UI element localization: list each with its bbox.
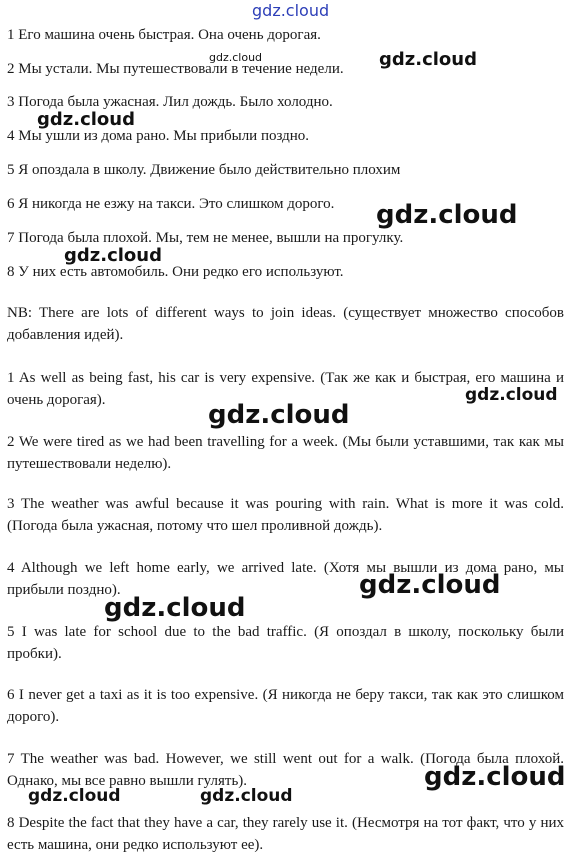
watermark: gdz.cloud [64, 245, 162, 266]
watermark: gdz.cloud [28, 786, 121, 806]
sentence-ru: 1 Его машина очень быстрая. Она очень дорогая. [7, 27, 321, 43]
nb-note: NB: There are lots of different ways to join ideas. (существует множество способов добавления идей). [7, 305, 564, 343]
sentence-ru: 7 Погода была плохой. Мы, тем не менее, вышли на прогулку. [7, 230, 404, 246]
sentence-ru: 6 Я никогда не езжу на такси. Это слишком дорого. [7, 196, 335, 212]
answer-item: 4 Although we left home early, we arrived late. (Хотя мы вышли из дома рано, мы прибыли поздно). [7, 560, 564, 598]
sentence-ru: 8 У них есть автомобиль. Они редко его используют. [7, 264, 344, 280]
watermark: gdz.cloud [376, 200, 518, 230]
sentence-ru: 4 Мы ушли из дома рано. Мы прибыли поздно. [7, 128, 310, 144]
watermark: gdz.cloud [208, 400, 350, 430]
answer-item: 7 The weather was bad. However, we still went out for a walk. (Погода была плохой. Однако, мы все равно вышли гулять). [7, 751, 564, 789]
sentence-ru: 3 Погода была ужасная. Лил дождь. Было холодно. [7, 94, 333, 110]
answer-item: 1 As well as being fast, his car is very expensive. (Так же как и быстрая, его машина и очень дорогая). [7, 370, 564, 408]
answer-item: 5 I was late for school due to the bad traffic. (Я опоздал в школу, поскольку были пробки). [7, 624, 564, 662]
watermark: gdz.cloud [379, 49, 477, 70]
watermark: gdz.cloud [359, 570, 501, 600]
watermark: gdz.cloud [465, 385, 558, 405]
watermark: gdz.cloud [37, 109, 135, 130]
answer-item: 8 Despite the fact that they have a car, they rarely use it. (Несмотря на тот факт, что у них есть машина, они редко используют ее). [7, 815, 564, 853]
watermark: gdz.cloud [252, 1, 330, 20]
watermark: gdz.cloud [424, 762, 566, 792]
watermark: gdz.cloud [104, 593, 246, 623]
watermark: gdz.cloud [200, 786, 293, 806]
sentence-ru: 5 Я опоздала в школу. Движение было действительно плохим [7, 162, 401, 178]
answer-item: 2 We were tired as we had been travelling for a week. (Мы были уставшими, так как мы путешествовали неделю). [7, 434, 564, 472]
answer-item: 6 I never get a taxi as it is too expensive. (Я никогда не беру такси, так как это слишком дорого). [7, 687, 564, 725]
watermark: gdz.cloud [209, 51, 263, 64]
sentence-ru: 2 Мы устали. Мы путешествовали в течение недели. [7, 61, 344, 77]
answer-item: 3 The weather was awful because it was pouring with rain. What is more it was cold. (Погода была ужасная, потому что шел проливной дождь). [7, 496, 564, 534]
